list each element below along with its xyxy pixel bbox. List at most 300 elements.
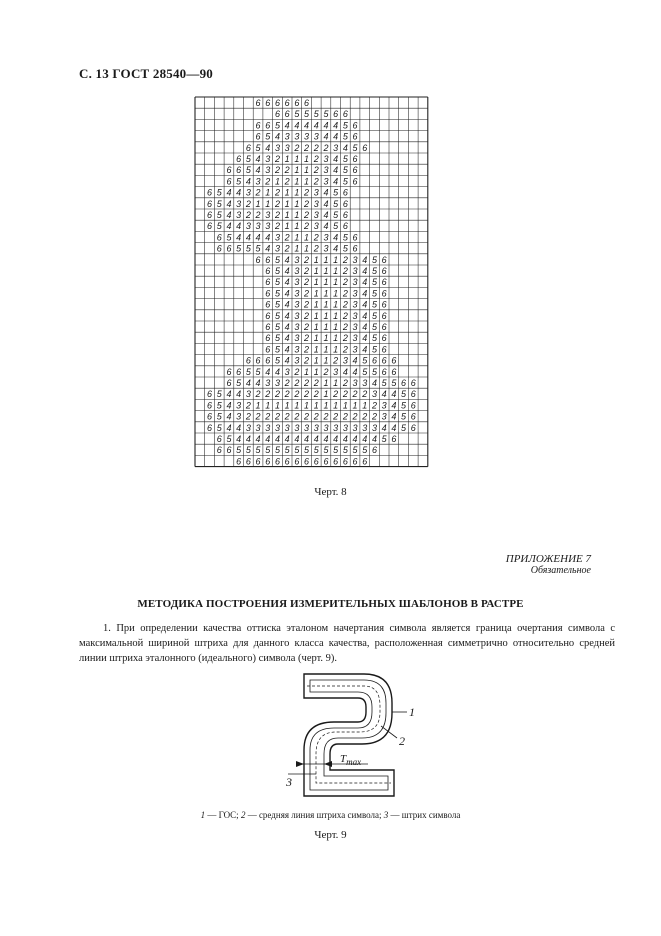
grid-digit: 4 <box>381 389 387 400</box>
grid-digit: 6 <box>236 154 242 164</box>
grid-digit: 1 <box>313 277 319 288</box>
grid-digit: 4 <box>236 389 242 400</box>
grid-digit: 3 <box>265 165 271 176</box>
grid-digit: 3 <box>352 277 358 288</box>
grid-digit: 5 <box>265 131 271 142</box>
grid-digit: 5 <box>294 109 300 120</box>
grid-digit: 3 <box>265 154 271 164</box>
grid-digit: 6 <box>391 434 397 444</box>
grid-digit: 3 <box>323 176 329 187</box>
grid-digit: 6 <box>207 187 213 198</box>
grid-digit: 6 <box>226 243 232 254</box>
grid-digit: 1 <box>323 355 329 366</box>
grid-digit: 1 <box>284 198 290 209</box>
grid-digit: 2 <box>304 333 310 344</box>
grid-digit: 4 <box>294 120 300 131</box>
grid-digit: 5 <box>274 288 280 299</box>
grid-digit: 4 <box>236 232 242 243</box>
grid-digit: 3 <box>313 187 319 198</box>
grid-digit: 3 <box>274 378 280 388</box>
grid-digit: 6 <box>236 165 242 176</box>
grid-digit: 5 <box>371 254 377 265</box>
grid-digit: 4 <box>304 120 310 131</box>
grid-digit: 5 <box>342 131 348 142</box>
grid-digit: 4 <box>323 221 329 232</box>
grid-digit: 3 <box>333 142 339 153</box>
grid-digit: 3 <box>323 154 329 164</box>
grid-digit: 6 <box>352 232 358 243</box>
grid-digit: 4 <box>236 434 242 444</box>
grid-digit: 2 <box>265 389 271 400</box>
grid-digit: 5 <box>362 445 368 456</box>
grid-digit: 2 <box>245 400 251 411</box>
grid-digit: 3 <box>284 131 290 142</box>
grid-digit: 4 <box>265 142 271 153</box>
grid-digit: 6 <box>362 142 368 153</box>
grid-digit: 3 <box>352 322 358 332</box>
grid-digit: 1 <box>323 310 329 321</box>
grid-digit: 1 <box>323 288 329 299</box>
grid-digit: 6 <box>265 456 271 467</box>
grid-digit: 1 <box>274 400 280 411</box>
grid-digit: 2 <box>313 165 319 176</box>
grid-digit: 1 <box>255 400 261 411</box>
grid-digit: 4 <box>381 422 387 433</box>
grid-digit: 2 <box>304 142 310 153</box>
grid-digit: 1 <box>323 344 329 355</box>
grid-digit: 6 <box>352 131 358 142</box>
grid-digit: 4 <box>313 434 319 444</box>
grid-digit: 4 <box>284 254 290 265</box>
grid-digit: 1 <box>304 154 310 164</box>
grid-digit: 2 <box>274 210 280 220</box>
grid-digit: 4 <box>362 277 368 288</box>
grid-digit: 4 <box>226 187 232 198</box>
grid-digit: 1 <box>294 187 300 198</box>
grid-digit: 6 <box>255 456 261 467</box>
grid-digit: 4 <box>284 310 290 321</box>
grid-digit: 5 <box>342 232 348 243</box>
grid-digit: 4 <box>274 366 280 377</box>
grid-digit: 3 <box>342 422 348 433</box>
grid-digit: 5 <box>401 400 407 411</box>
grid-digit: 2 <box>294 411 300 422</box>
grid-digit: 1 <box>323 322 329 332</box>
grid-digit: 6 <box>391 366 397 377</box>
grid-digit: 1 <box>304 400 310 411</box>
grid-digit: 1 <box>284 187 290 198</box>
appendix-subtitle: Обязательное <box>530 565 591 576</box>
grid-digit: 3 <box>323 232 329 243</box>
grid-digit: 5 <box>371 333 377 344</box>
grid-digit: 5 <box>236 243 242 254</box>
grid-digit: 5 <box>274 445 280 456</box>
grid-digit: 5 <box>381 434 387 444</box>
grid-digit: 3 <box>236 411 242 422</box>
grid-digit: 6 <box>410 400 416 411</box>
grid-digit: 1 <box>294 232 300 243</box>
grid-digit: 3 <box>333 366 339 377</box>
grid-digit: 5 <box>342 445 348 456</box>
grid-digit: 4 <box>265 232 271 243</box>
grid-digit: 2 <box>274 389 280 400</box>
grid-digit: 5 <box>333 445 339 456</box>
legend-text-2: — средняя линия штриха символа; <box>245 810 384 820</box>
grid-digit: 6 <box>284 98 290 108</box>
grid-digit: 4 <box>255 434 261 444</box>
grid-digit: 1 <box>284 210 290 220</box>
grid-digit: 5 <box>304 109 310 120</box>
grid-digit: 6 <box>381 366 387 377</box>
grid-digit: 4 <box>274 434 280 444</box>
grid-digit: 3 <box>236 210 242 220</box>
grid-digit: 2 <box>304 344 310 355</box>
grid-digit: 5 <box>371 288 377 299</box>
tmax-subscript: max <box>346 757 362 767</box>
grid-digit: 1 <box>333 254 339 265</box>
grid-digit: 5 <box>245 243 251 254</box>
grid-digit: 6 <box>245 355 251 366</box>
grid-digit: 4 <box>342 366 348 377</box>
grid-digit: 5 <box>216 221 222 232</box>
grid-digit: 6 <box>333 109 339 120</box>
grid-digit: 6 <box>265 266 271 276</box>
grid-digit: 4 <box>284 344 290 355</box>
grid-digit: 2 <box>304 221 310 232</box>
grid-digit: 3 <box>352 333 358 344</box>
grid-digit: 4 <box>362 288 368 299</box>
grid-digit: 2 <box>313 232 319 243</box>
grid-digit: 4 <box>284 322 290 332</box>
grid-digit: 3 <box>284 142 290 153</box>
body-paragraph: 1. При определении качества оттиска эталоном начертания символа является граница очертания символа с максимальной шириной штриха для данного класса качества, расположенная симметрично относительно средней линии штриха эталонного (идеального) символа (черт. 9). <box>79 623 615 664</box>
grid-digit: 3 <box>274 142 280 153</box>
grid-digit: 4 <box>333 434 339 444</box>
grid-digit: 4 <box>284 266 290 276</box>
grid-digit: 3 <box>313 198 319 209</box>
grid-digit: 1 <box>333 322 339 332</box>
grid-digit: 6 <box>381 266 387 276</box>
grid-digit: 6 <box>207 389 213 400</box>
grid-digit: 4 <box>333 243 339 254</box>
grid-digit: 6 <box>342 210 348 220</box>
grid-digit: 1 <box>304 165 310 176</box>
grid-digit: 4 <box>274 131 280 142</box>
grid-digit: 6 <box>207 210 213 220</box>
grid-digit: 6 <box>255 355 261 366</box>
grid-digit: 6 <box>274 109 280 120</box>
grid-digit: 1 <box>323 266 329 276</box>
grid-digit: 1 <box>313 355 319 366</box>
grid-digit: 3 <box>362 378 368 388</box>
grid-digit: 4 <box>362 434 368 444</box>
grid-digit: 3 <box>294 266 300 276</box>
grid-digit: 6 <box>245 456 251 467</box>
grid-digit: 1 <box>323 400 329 411</box>
grid-digit: 6 <box>226 445 232 456</box>
grid-digit: 1 <box>323 378 329 388</box>
grid-digit: 4 <box>371 378 377 388</box>
grid-digit: 5 <box>216 422 222 433</box>
grid-digit: 5 <box>274 120 280 131</box>
grid-digit: 2 <box>304 355 310 366</box>
grid-digit: 6 <box>323 456 329 467</box>
grid-digit: 6 <box>226 378 232 388</box>
grid-digit: 6 <box>265 322 271 332</box>
grid-digit: 5 <box>333 221 339 232</box>
grid-digit: 2 <box>304 288 310 299</box>
grid-digit: 1 <box>265 400 271 411</box>
grid-digit: 1 <box>323 333 329 344</box>
grid-digit: 6 <box>342 456 348 467</box>
grid-digit: 6 <box>245 142 251 153</box>
grid-digit: 6 <box>352 176 358 187</box>
grid-digit: 5 <box>274 254 280 265</box>
grid-digit: 6 <box>207 400 213 411</box>
grid-digit: 5 <box>401 389 407 400</box>
grid-digit: 6 <box>265 120 271 131</box>
grid-digit: 5 <box>371 299 377 310</box>
label-2: 2 <box>399 734 405 748</box>
grid-digit: 3 <box>245 221 251 232</box>
grid-digit: 6 <box>207 411 213 422</box>
grid-digit: 5 <box>371 310 377 321</box>
grid-digit: 4 <box>245 176 251 187</box>
grid-digit: 6 <box>391 355 397 366</box>
grid-digit: 3 <box>294 344 300 355</box>
grid-digit: 5 <box>226 434 232 444</box>
grid-digit: 2 <box>304 322 310 332</box>
grid-digit: 1 <box>294 154 300 164</box>
grid-digit: 3 <box>323 243 329 254</box>
grid-digit: 2 <box>333 411 339 422</box>
grid-digit: 5 <box>371 322 377 332</box>
grid-digit: 6 <box>216 232 222 243</box>
grid-digit: 2 <box>342 378 348 388</box>
grid-digit: 5 <box>371 344 377 355</box>
grid-digit: 5 <box>216 187 222 198</box>
figure-8-caption: Черт. 8 <box>314 486 347 498</box>
grid-digit: 3 <box>245 187 251 198</box>
grid-digit: 2 <box>323 142 329 153</box>
grid-digit: 4 <box>333 154 339 164</box>
grid-digit: 2 <box>313 243 319 254</box>
grid-digit: 3 <box>274 232 280 243</box>
grid-digit: 1 <box>313 366 319 377</box>
grid-digit: 4 <box>313 120 319 131</box>
grid-digit: 2 <box>274 187 280 198</box>
grid-digit: 2 <box>304 310 310 321</box>
grid-digit: 5 <box>371 277 377 288</box>
grid-digit: 1 <box>333 400 339 411</box>
grid-digit: 5 <box>342 165 348 176</box>
grid-digit: 3 <box>313 221 319 232</box>
grid-digit: 3 <box>352 266 358 276</box>
grid-digit: 6 <box>410 378 416 388</box>
grid-digit: 4 <box>362 254 368 265</box>
grid-digit: 2 <box>265 176 271 187</box>
grid-digit: 6 <box>401 378 407 388</box>
grid-digit: 6 <box>381 277 387 288</box>
grid-digit: 3 <box>294 333 300 344</box>
grid-digit: 2 <box>342 322 348 332</box>
grid-digit: 4 <box>226 210 232 220</box>
grid-digit: 4 <box>323 120 329 131</box>
grid-digit: 2 <box>304 254 310 265</box>
grid-digit: 1 <box>323 277 329 288</box>
grid-digit: 5 <box>342 154 348 164</box>
grid-digit: 4 <box>226 389 232 400</box>
grid-digit: 4 <box>284 434 290 444</box>
grid-digit: 1 <box>284 154 290 164</box>
grid-digit: 4 <box>226 221 232 232</box>
grid-digit: 6 <box>265 98 271 108</box>
grid-digit: 1 <box>274 176 280 187</box>
grid-digit: 2 <box>362 411 368 422</box>
grid-digit: 3 <box>352 344 358 355</box>
grid-digit: 5 <box>284 445 290 456</box>
grid-digit: 3 <box>313 131 319 142</box>
grid-digit: 1 <box>294 165 300 176</box>
grid-digit: 6 <box>274 456 280 467</box>
grid-digit: 4 <box>284 333 290 344</box>
grid-digit: 2 <box>342 277 348 288</box>
grid-digit: 6 <box>265 277 271 288</box>
grid-digit: 3 <box>313 422 319 433</box>
grid-digit: 3 <box>265 221 271 232</box>
grid-digit: 6 <box>410 389 416 400</box>
grid-digit: 4 <box>333 165 339 176</box>
grid-digit: 4 <box>323 434 329 444</box>
grid-digit: 4 <box>371 434 377 444</box>
grid-digit: 6 <box>207 221 213 232</box>
grid-digit: 4 <box>284 355 290 366</box>
grid-digit: 3 <box>284 422 290 433</box>
grid-digit: 5 <box>245 154 251 164</box>
grid-digit: 4 <box>284 277 290 288</box>
grid-digit: 5 <box>362 366 368 377</box>
grid-digit: 2 <box>304 187 310 198</box>
grid-digit: 6 <box>255 131 261 142</box>
grid-digit: 4 <box>304 434 310 444</box>
grid-digit: 3 <box>294 131 300 142</box>
grid-digit: 6 <box>255 254 261 265</box>
grid-digit: 1 <box>333 344 339 355</box>
grid-digit: 1 <box>304 243 310 254</box>
legend-text-1: — ГОС; <box>205 810 241 820</box>
grid-digit: 4 <box>391 400 397 411</box>
grid-digit: 3 <box>381 411 387 422</box>
grid-digit: 3 <box>313 210 319 220</box>
grid-digit: 6 <box>342 109 348 120</box>
grid-digit: 5 <box>391 378 397 388</box>
grid-digit: 2 <box>274 165 280 176</box>
grid-digit: 3 <box>352 254 358 265</box>
grid-digit: 1 <box>313 344 319 355</box>
grid-digit: 5 <box>352 445 358 456</box>
grid-digit: 6 <box>381 344 387 355</box>
grid-digit: 4 <box>391 411 397 422</box>
grid-digit: 2 <box>284 389 290 400</box>
grid-digit: 4 <box>323 210 329 220</box>
grid-digit: 6 <box>410 411 416 422</box>
grid-digit: 2 <box>294 142 300 153</box>
grid-digit: 2 <box>284 243 290 254</box>
grid-digit: 5 <box>362 355 368 366</box>
grid-digit: 3 <box>294 277 300 288</box>
grid-digit: 1 <box>333 277 339 288</box>
grid-digit: 1 <box>333 288 339 299</box>
grid-digit: 2 <box>313 142 319 153</box>
grid-digit: 3 <box>323 422 329 433</box>
grid-digit: 1 <box>352 400 358 411</box>
grid-digit: 4 <box>362 310 368 321</box>
legend-text-3: — штрих символа <box>388 810 461 820</box>
grid-digit: 5 <box>245 165 251 176</box>
grid-digit: 2 <box>342 411 348 422</box>
grid-digit: 1 <box>333 333 339 344</box>
grid-digit: 3 <box>371 389 377 400</box>
grid-digit: 3 <box>352 299 358 310</box>
grid-digit: 5 <box>313 109 319 120</box>
grid-digit: 4 <box>284 120 290 131</box>
grid-digit: 5 <box>216 198 222 209</box>
grid-digit: 4 <box>323 131 329 142</box>
grid-digit: 6 <box>255 120 261 131</box>
grid-digit: 1 <box>342 400 348 411</box>
grid-digit: 2 <box>284 165 290 176</box>
grid-digit: 3 <box>352 310 358 321</box>
grid-digit: 6 <box>216 434 222 444</box>
grid-digit: 3 <box>284 366 290 377</box>
grid-digit: 1 <box>323 389 329 400</box>
grid-digit: 6 <box>381 288 387 299</box>
grid-digit: 6 <box>371 445 377 456</box>
symbol-stroke <box>310 680 388 790</box>
figure-9-legend <box>0 810 661 820</box>
grid-digit: 5 <box>401 422 407 433</box>
grid-digit: 6 <box>381 333 387 344</box>
grid-digit: 6 <box>352 120 358 131</box>
grid-digit: 4 <box>391 422 397 433</box>
grid-digit: 5 <box>274 310 280 321</box>
grid-digit: 3 <box>274 422 280 433</box>
grid-digit: 5 <box>226 232 232 243</box>
tmax-arrow-right <box>324 761 332 767</box>
grid-digit: 6 <box>265 344 271 355</box>
grid-digit: 5 <box>294 445 300 456</box>
grid-digit: 2 <box>245 198 251 209</box>
grid-digit: 4 <box>352 434 358 444</box>
grid-digit: 5 <box>333 210 339 220</box>
grid-digit: 3 <box>371 422 377 433</box>
grid-digit: 6 <box>265 299 271 310</box>
grid-digit: 1 <box>265 198 271 209</box>
grid-digit: 1 <box>294 198 300 209</box>
grid-digit: 1 <box>304 366 310 377</box>
grid-digit: 3 <box>294 254 300 265</box>
grid-digit: 3 <box>294 288 300 299</box>
grid-digit: 4 <box>226 422 232 433</box>
legend-num-1: 1 <box>200 810 206 820</box>
grid-digit: 4 <box>333 176 339 187</box>
grid-digit: 6 <box>274 98 280 108</box>
grid-digit: 6 <box>304 456 310 467</box>
legend-num-3: 3 <box>383 810 389 820</box>
grid-digit: 5 <box>342 176 348 187</box>
grid-digit: 6 <box>284 109 290 120</box>
grid-digit: 2 <box>362 389 368 400</box>
